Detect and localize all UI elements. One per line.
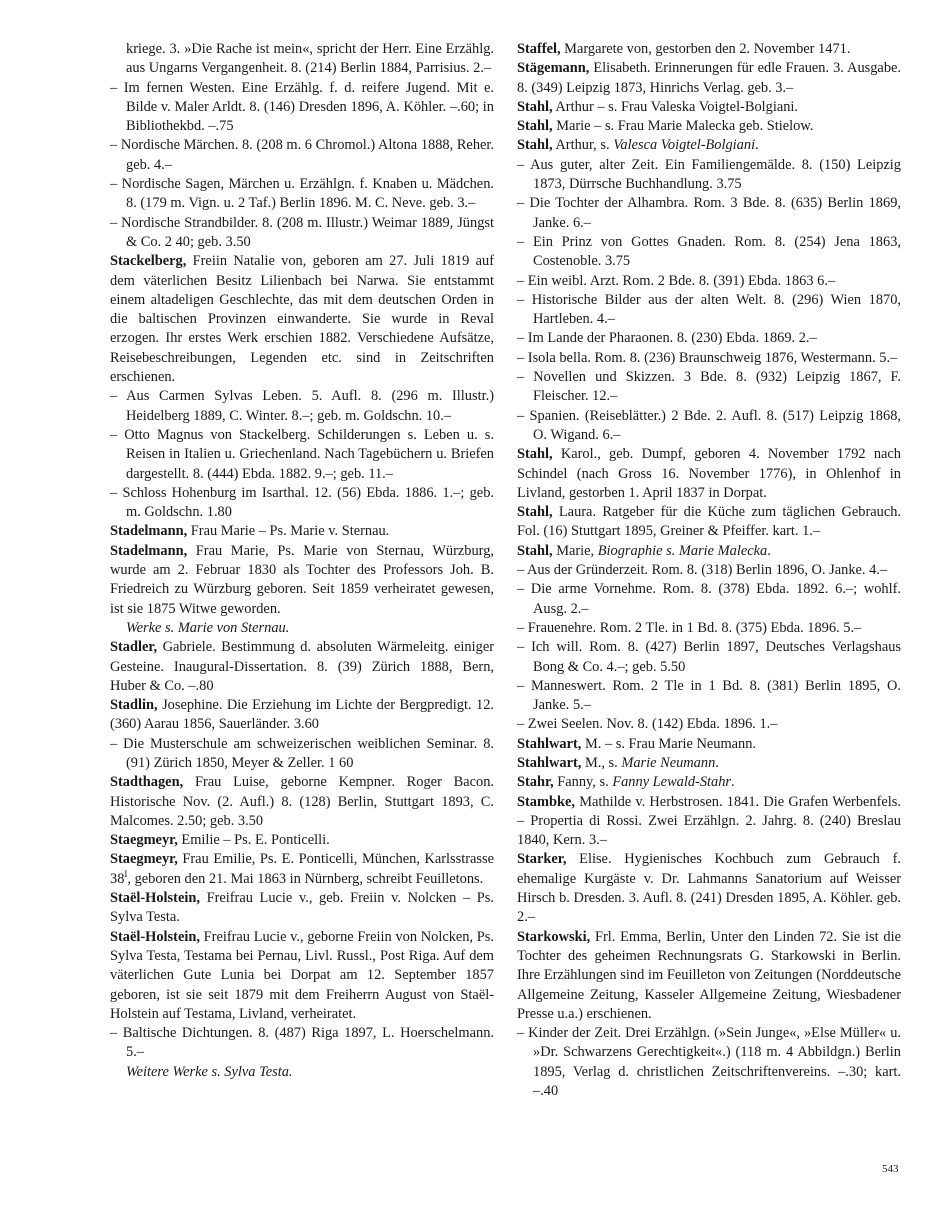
work-item: – Frauenehre. Rom. 2 Tle. in 1 Bd. 8. (375) Ebda. 1896. 5.– xyxy=(517,619,862,636)
entry-name: Stahr, xyxy=(517,774,554,791)
entry xyxy=(110,696,494,735)
entry-text: Freifrau Lucie v., geb. Freiin v. Nolcken – Ps. Sylva Testa. xyxy=(110,890,494,926)
work-item: – Manneswert. Rom. 2 Tle in 1 Bd. 8. (381) Berlin 1895, O. Janke. 5.– xyxy=(517,677,901,714)
work-item: – Im fernen Westen. Eine Erzählg. f. d. reifere Jugend. Mit e. Bilde v. Maler Arldt. 8. (146) Dresden 1896, A. Köhler. –.60; in Bibliothekbd. –.75 xyxy=(110,79,494,135)
entry-name: Stahlwart, xyxy=(517,754,582,771)
entry xyxy=(110,638,494,696)
entry-text: Emilie – Ps. E. Ponticelli. xyxy=(177,832,330,849)
entry-reference: Marie Neumann xyxy=(621,754,716,771)
entry-text: Margarete von, gestorben den 2. November 1471. xyxy=(560,41,851,57)
entry-text: Josephine. Die Erziehung im Lichte der Bergpredigt. 12. (360) Aarau 1856, Sauerländer. 3.60 xyxy=(110,697,494,733)
work-item: – Historische Bilder aus der alten Welt. 8. (296) Wien 1870, Hartleben. 4.– xyxy=(517,291,901,328)
entry-text: Elise. Hygienisches Kochbuch zum Gebrauch f. ehemalige Kurgäste v. Dr. Lahmanns Sanatorium auf Weisser Hirsch b. Dresden. 3. Aufl. 8. (241) Dresden 1895, A. Köhler. geb. 2.– xyxy=(517,851,901,926)
work-item: – Baltische Dichtungen. 8. (487) Riga 1897, L. Hoerschelmann. 5.– xyxy=(110,1025,494,1061)
entry-name: Stadelmann, xyxy=(110,523,188,540)
entry-name: Stahl, xyxy=(517,137,553,154)
entry-name: Stägemann, xyxy=(517,60,590,77)
entry-name: Stahl, xyxy=(517,504,553,521)
entry-name: Staegmeyr, xyxy=(110,832,178,849)
work-item: – Nordische Märchen. 8. (208 m. 6 Chromol.) Altona 1888, Reher. geb. 4.– xyxy=(110,137,494,173)
work-item: – Kinder der Zeit. Drei Erzählgn. (»Sein Junge«, »Else Müller« u. »Dr. Schwarzens Gerechtigkeit«.) (118 m. 4 Abbildgn.) Berlin 1895, Verlag d. christlichen Zeitschriftenvereins. –.30; kart. –.40 xyxy=(517,1025,901,1100)
entry xyxy=(517,503,901,542)
work-item: – Isola bella. Rom. 8. (236) Braunschweig 1876, Westermann. 5.– xyxy=(517,349,898,366)
work-item: – Ein Prinz von Gottes Gnaden. Rom. 8. (254) Jena 1863, Costenoble. 3.75 xyxy=(517,233,901,270)
entry-text: Arthur – s. Frau Valeska Voigtel-Bolgiani. xyxy=(552,98,799,115)
entry-text: Frau Marie, Ps. Marie von Sternau, Würzburg, wurde am 2. Februar 1830 als Tochter des Professors Joh. B. Friedreich zu Würzburg geboren. Seit 1859 verheiratet gewesen, ist sie 1875 Witwe geworden. xyxy=(110,542,494,617)
entry-name: Stahlwart, xyxy=(517,735,582,752)
entry-text: Frl. Emma, Berlin, Unter den Linden 72. Sie ist die Tochter des geheimen Rechnungsrats G. Starkowski in Berlin. Ihre Erzählungen sind im Feuilleton von Zeitungen (Norddeutsche Allgemeine Zeitung, Kasseler Allgemeine Zeitung, Wiesbadener Presse u.a.) erschienen. xyxy=(517,928,901,1022)
entry-text: Marie, xyxy=(552,542,598,559)
entry-text: Karol., geb. Dumpf, geboren 4. November 1792 nach Schindel (nach Gross 16. November 1776), in Ohlenhof in Livland, gestorben 1. April 1837 in Dorpat. xyxy=(517,446,901,501)
page-number: 543 xyxy=(882,1163,899,1175)
entry-name: Stahl, xyxy=(517,98,553,115)
entry-reference: Biographie s. Marie Malecka xyxy=(597,542,768,559)
entry-name: Staël-Holstein, xyxy=(110,890,200,907)
entry-text: Marie – s. Frau Marie Malecka geb. Stielow. xyxy=(552,118,814,135)
entry xyxy=(110,928,494,1024)
work-item: – Spanien. (Reiseblätter.) 2 Bde. 2. Aufl. 8. (517) Leipzig 1868, O. Wigand. 6.– xyxy=(517,407,901,443)
entry-text: M., s. xyxy=(581,754,622,771)
work-item: – Aus Carmen Sylvas Leben. 5. Aufl. 8. (296 m. Illustr.) Heidelberg 1889, C. Winter. 8.–; geb. m. Goldschn. 10.– xyxy=(110,388,494,424)
entry xyxy=(110,252,494,387)
entry xyxy=(110,850,494,889)
entry xyxy=(517,928,901,1024)
entry-name: Staegmeyr, xyxy=(110,851,178,868)
work-item: – Ein weibl. Arzt. Rom. 2 Bde. 8. (391) Ebda. 1863 6.– xyxy=(517,272,836,289)
entry-name: Staffel, xyxy=(517,41,561,57)
entry xyxy=(110,831,494,850)
entry-text: Gabriele. Bestimmung d. absoluten Wärmeleitg. einiger Gesteine. Inaugural-Dissertation. 8. (39) Zürich 1888, Bern, Huber & Co. –.80 xyxy=(110,639,494,694)
entry-name: Staël-Holstein, xyxy=(110,928,200,945)
left-column xyxy=(110,40,494,1082)
entry xyxy=(517,542,901,561)
work-item: – Aus guter, alter Zeit. Ein Familiengemälde. 8. (150) Leipzig 1873, Dürrsche Buchhandlung. 3.75 xyxy=(517,156,901,193)
entry-text-after: . xyxy=(755,137,759,154)
cross-reference: Werke s. Marie von Sternau. xyxy=(126,619,290,636)
entry-name: Stambke, xyxy=(517,793,575,810)
work-item: – Otto Magnus von Stackelberg. Schilderungen s. Leben u. s. Reisen in Italien u. Griechenland. Nach Tagebüchern u. Briefen dargestellt. 8. (444) Ebda. 1882. 9.–; geb. 11.– xyxy=(110,426,494,482)
right-column xyxy=(517,40,901,1101)
work-item: – Zwei Seelen. Nov. 8. (142) Ebda. 1896. 1.– xyxy=(517,716,778,733)
entry-text: M. – s. Frau Marie Neumann. xyxy=(581,735,757,752)
work-item-continued: kriege. 3. »Die Rache ist mein«, spricht der Herr. Eine Erzählg. aus Ungarns Vergangenheit. 8. (214) Berlin 1884, Parrisius. 2.– xyxy=(126,41,494,77)
entry xyxy=(110,542,494,619)
entry-text: Freiin Natalie von, geboren am 27. Juli 1819 auf dem väterlichen Besitz Lilienbach bei Narwa. Sie entstammt einem altadeligen Geschlechte, das mit dem deutschen Orden in die baltischen Provinzen einwanderte. Sie wurde in Reval erzogen. Ihr erstes Werk erschien 1882. Verschiedene Aufsätze, Reisebeschreibungen, Legenden etc. sind in Zeitschriften erschienen. xyxy=(110,253,494,386)
entry xyxy=(517,136,901,155)
entry-text: Frau Luise, geborne Kempner. Roger Bacon. Historische Nov. (2. Aufl.) 8. (128) Berlin, Stuttgart 1893, C. Malcomes. 2.50; geb. 3.50 xyxy=(110,774,494,829)
entry-text: Freifrau Lucie v., geborne Freiin von Nolcken, Ps. Sylva Testa, Testama bei Pernau, Livl. Russl., Post Riga. Auf dem väterlichen Gute Lunia bei Dorpat am 12. September 1857 geboren, ist sie seit 1879 mit dem Freiherrn August von Staël-Holstein auf Testama, Livland, verheiratet. xyxy=(110,928,494,1022)
entry-name: Stadelmann, xyxy=(110,542,188,559)
entry-text: Arthur, s. xyxy=(552,137,614,154)
entry-name: Stahl, xyxy=(517,446,553,463)
work-item: – Aus der Gründerzeit. Rom. 8. (318) Berlin 1896, O. Janke. 4.– xyxy=(517,562,888,579)
work-item: – Novellen und Skizzen. 3 Bde. 8. (932) Leipzig 1867, F. Fleischer. 12.– xyxy=(517,369,901,405)
entry-name: Stadlin, xyxy=(110,697,158,714)
work-item: – Nordische Strandbilder. 8. (208 m. Illustr.) Weimar 1889, Jüngst & Co. 2 40; geb. 3.50 xyxy=(110,214,494,250)
entry-name: Stadler, xyxy=(110,639,158,656)
work-item: – Im Lande der Pharaonen. 8. (230) Ebda. 1869. 2.– xyxy=(517,330,817,347)
entry-text: Frau Emilie, Ps. E. Ponticelli, München, Karlsstrasse 38 xyxy=(110,851,494,887)
entry-name: Starker, xyxy=(517,851,567,868)
entry xyxy=(517,735,901,754)
entry xyxy=(517,117,901,136)
entry-text-after: . xyxy=(715,754,719,771)
work-item: – Die arme Vornehme. Rom. 8. (378) Ebda. 1892. 6.–; wohlf. Ausg. 2.– xyxy=(517,581,901,617)
work-item: – Die Musterschule am schweizerischen weiblichen Seminar. 8. (91) Zürich 1850, Meyer & Zeller. 1 60 xyxy=(110,735,494,771)
entry-text: Laura. Ratgeber für die Küche zum täglichen Gebrauch. Fol. (16) Stuttgart 1895, Greiner & Pfeiffer. kart. 1.– xyxy=(517,504,901,540)
entry xyxy=(517,850,901,927)
entry-text-after: , geboren den 21. Mai 1863 in Nürnberg, schreibt Feuilletons. xyxy=(127,870,484,887)
entry xyxy=(517,59,901,98)
entry xyxy=(517,40,901,59)
work-item: – Ich will. Rom. 8. (427) Berlin 1897, Deutsches Verlagshaus Bong & Co. 4.–; geb. 5.50 xyxy=(517,639,901,675)
entry-text-after: . xyxy=(731,774,735,791)
entry-text: Frau Marie – Ps. Marie v. Sternau. xyxy=(187,523,390,540)
entry-text: Mathilde v. Herbstrosen. 1841. Die Grafen Werbenfels. – Propertia di Rossi. Zwei Erzählgn. 2. Jahrg. 8. (240) Breslau 1840, Kern. 3.– xyxy=(517,793,901,849)
work-item: – Nordische Sagen, Märchen u. Erzählgn. f. Knaben u. Mädchen. 8. (179 m. Vign. u. 2 Taf.) Berlin 1896. M. C. Neve. geb. 3.– xyxy=(110,176,494,212)
entry-text-after: . xyxy=(767,542,771,559)
entry-name: Starkowski, xyxy=(517,928,591,945)
work-item: – Schloss Hohenburg im Isarthal. 12. (56) Ebda. 1886. 1.–; geb. m. Goldschn. 1.80 xyxy=(110,484,494,521)
entry xyxy=(517,773,901,792)
superscript: I xyxy=(124,868,128,879)
entry xyxy=(517,793,901,851)
entry xyxy=(517,98,901,117)
entry-name: Stackelberg, xyxy=(110,253,187,270)
work-item: – Die Tochter der Alhambra. Rom. 3 Bde. 8. (635) Berlin 1869, Janke. 6.– xyxy=(517,195,901,231)
entry-name: Stadthagen, xyxy=(110,774,184,791)
entry xyxy=(517,754,901,773)
entry-name: Stahl, xyxy=(517,118,553,135)
entry-name: Stahl, xyxy=(517,542,553,559)
entry-text: Fanny, s. xyxy=(553,774,613,791)
entry xyxy=(110,889,494,928)
entry xyxy=(517,445,901,503)
entry xyxy=(110,773,494,831)
entry-reference: Valesca Voigtel-Bolgiani xyxy=(613,137,756,154)
entry xyxy=(110,522,494,541)
entry-reference: Fanny Lewald-Stahr xyxy=(612,774,732,791)
cross-reference: Weitere Werke s. Sylva Testa. xyxy=(126,1063,293,1080)
entry-text: Elisabeth. Erinnerungen für edle Frauen. 3. Ausgabe. 8. (349) Leipzig 1873, Hinrichs Verlag. geb. 3.– xyxy=(517,60,901,96)
